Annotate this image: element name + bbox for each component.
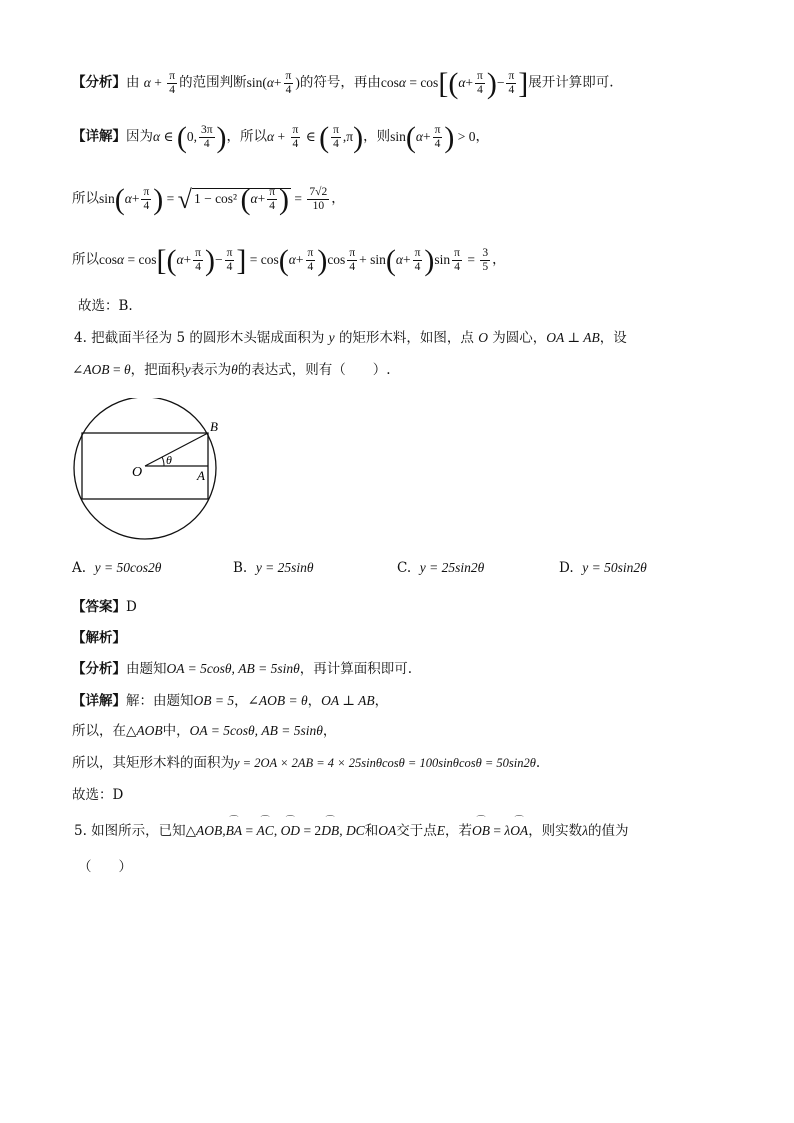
analysis-line-1 [72,66,614,100]
option-expr: y = 25sinθ [255,560,314,575]
text: ， [307,693,322,709]
math-expr: OA = 5cosθ, AB = 5sinθ [166,661,300,676]
text: 表示为 [190,362,232,378]
text: 5. 如图所示，已知 [74,823,186,839]
math-expr: y = 2OA × 2AB = 4 × 25sinθcosθ = 100sinθcosθ = 50sin2θ [234,756,536,770]
q4-line-2: ∠AOB = θ，把面积y表示为θ的表达式，则有（ ）. [72,362,391,378]
text: ，所以 [226,128,268,145]
option-label: A. [72,560,87,576]
text: 的符号，再由 [299,74,381,91]
sin-positive: sin(α+ $\frac{\pi}{4}$ ) > 0 [390,120,476,154]
option-d[interactable] [559,560,647,576]
text: 由 [126,74,140,91]
cos-expr: cosα = cos[(α+ $\frac{\pi}{4}$ )− $\frac{\pi}{4}$ ] [380,66,529,100]
text: ，把面积 [130,362,185,378]
sin-value: sin(α+ $\frac{\pi}{4}$ ) = √ 1 − cos² (α+ $\frac{\pi}{4}$ ) = $\frac{7√2}{10}$ [99,182,328,216]
text: 交于点 [396,823,437,839]
option-b[interactable] [233,560,314,576]
option-expr: y = 25sin2θ [419,560,485,575]
text: 所以 [72,251,99,268]
detail-tag: 【详解】 [72,128,126,145]
text: 所以，其矩形木料的面积为 [72,755,234,771]
range-expr: α + $\frac{\pi}{4}$ ∈ ( $\frac{\pi}{4}$ ,π) [267,120,364,154]
text: 的表达式，则有（ ）. [237,362,391,378]
text: 所以，在 [72,723,126,739]
choice-line-2: 故选：D [72,787,124,803]
circle [74,398,216,539]
text: . [535,755,541,771]
analysis-tag: 【分析】 [72,74,126,91]
detail-line-5 [72,721,336,741]
detail-line-6 [72,753,540,773]
detail-line-1 [72,120,489,154]
text: 因为 [126,128,153,145]
text: 中， [162,723,190,739]
analysis-line-2 [72,659,412,679]
detail-line-2 [72,182,345,216]
text: ， [492,251,506,268]
option-c[interactable] [397,560,484,576]
q5-line-2: （ ） [78,859,132,875]
text: ，则 [363,128,391,145]
math-expr: OA = 5cosθ, AB = 5sinθ [189,723,323,738]
option-expr: y = 50cos2θ [94,560,162,575]
analysis-tag: 【分析】 [72,661,126,677]
text: 展开计算即可. [528,74,614,91]
math-expr: ∠AOB = θ [247,693,308,708]
text: ， [475,128,489,145]
alpha-plus-pi4: α + $\frac{\pi}{4}$ [143,70,176,96]
label-O: O [132,465,143,480]
text: 由题知 [126,661,167,677]
segment-OB [145,433,208,466]
option-expr: y = 50sin2θ [582,560,647,575]
text: 的矩形木料，如图，点 [338,330,474,346]
text: ， [322,723,337,739]
text: ， [374,693,389,709]
jiexi-tag: 【解析】 [72,630,126,646]
detail-line-3 [72,243,506,277]
text: 和 [364,823,379,839]
circle-rectangle-figure [70,398,230,540]
text: 4. 把截面半径为 5 的圆形木头锯成面积为 [74,330,325,346]
sin-expr: sin(α+ $\frac{\pi}{4}$ ) [246,70,300,96]
q5-line-1: 5. 如图所示，已知△AOB,⌒ BA = ⌒ AC, ⌒ OD = 2⌒ DB, DC和OA交于点E，若⌒ OB = λ⌒ OA，则实数λ的值为 [74,821,629,841]
label-theta: θ [166,453,172,467]
alpha-range: α ∈ (0, $\frac{3\pi}{4}$ ) [153,120,227,154]
math-expr: △AOB, [185,823,226,838]
answer-line [72,597,137,617]
text: 为圆心， [492,330,547,346]
option-a[interactable] [72,560,161,576]
text: 的值为 [588,823,629,839]
label-B: B [210,419,218,434]
text: ，则实数 [528,823,583,839]
angle-arc [162,457,164,466]
cos-value: cosα = cos[(α+ $\frac{\pi}{4}$ )− $\frac{\pi}{4}$ ] = cos(α+ $\frac{\pi}{4}$ )cos $\frac{\pi}{4}$ + sin(α+ $\frac{\pi}{4}$ )sin $\frac{\pi}{4}$ = $\frac{3}{5}$ [99,243,489,277]
q4-line-1: 4. 把截面半径为 5 的圆形木头锯成面积为 y 的矩形木料，如图，点 O 为圆心，OA ⊥ AB，设 [74,330,627,346]
text: ， [331,190,345,207]
text: ， [234,693,248,709]
text: ，再计算面积即可. [299,661,413,677]
math-expr: △AOB [126,723,163,738]
option-label: B. [233,560,248,576]
option-label: C. [397,560,412,576]
math-expr: OB = 5 [193,693,235,708]
label-A: A [197,468,205,483]
option-label: D. [559,560,574,576]
text: 所以 [72,190,99,207]
choice-line-1: 故选：B. [78,298,133,314]
answer-tag: 【答案】 [72,599,126,615]
detail-tag: 【详解】 [72,693,126,709]
answer-value: D [126,599,137,615]
text: ，设 [599,330,627,346]
text: 的范围判断 [179,74,247,91]
text: ，若 [444,823,472,839]
text: 解：由题知 [126,693,194,709]
math-expr: OA ⊥ AB [321,693,375,708]
detail-line-4 [72,691,388,711]
